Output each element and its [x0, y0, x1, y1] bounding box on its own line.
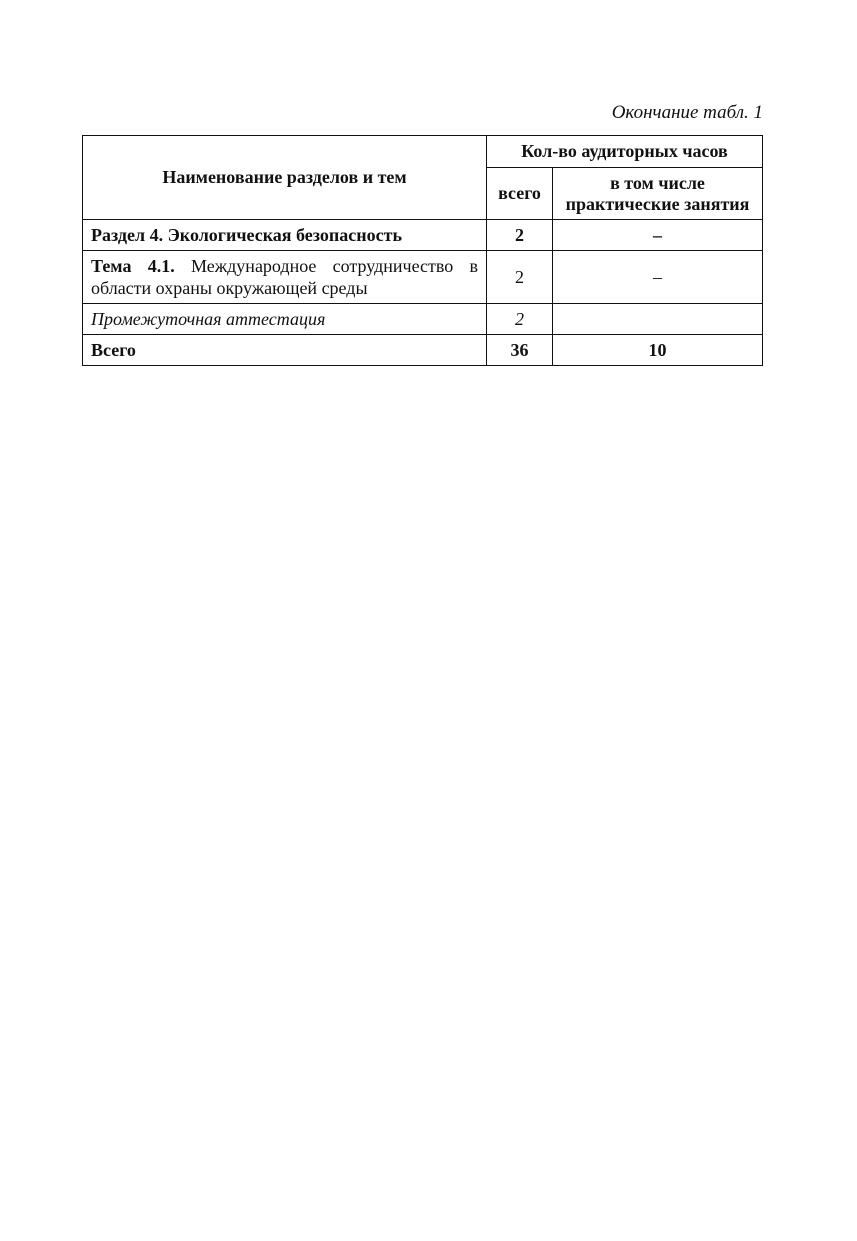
header-hours-group: Кол-во аудиторных часов	[487, 136, 763, 168]
table-header-row	[83, 136, 763, 168]
row-topic-total: 2	[487, 251, 553, 304]
row-attestation-total: 2	[487, 304, 553, 335]
header-practical-line1: в том числе	[610, 172, 705, 193]
row-total-total: 36	[487, 335, 553, 366]
row-topic-label	[83, 251, 487, 304]
row-section-practical: –	[553, 220, 763, 251]
row-topic-number: Тема 4.1.	[91, 256, 175, 276]
hours-table	[82, 135, 763, 366]
table-row-intermediate-attestation	[83, 304, 763, 335]
row-total-label: Всего	[83, 335, 487, 366]
table-row-total	[83, 335, 763, 366]
header-practical-line2: практические занятия	[565, 193, 750, 214]
row-total-practical: 10	[553, 335, 763, 366]
header-total-column: всего	[487, 168, 553, 220]
header-name-column: Наименование разделов и тем	[83, 136, 487, 220]
row-attestation-practical	[553, 304, 763, 335]
row-section-total: 2	[487, 220, 553, 251]
table-row-topic-4-1	[83, 251, 763, 304]
header-practical-column	[553, 168, 763, 220]
row-topic-practical: –	[553, 251, 763, 304]
row-attestation-label: Промежуточная аттестация	[83, 304, 487, 335]
table-row-section-4	[83, 220, 763, 251]
row-section-label: Раздел 4. Экологическая безопасность	[83, 220, 487, 251]
table-continuation-caption: Окончание табл. 1	[611, 102, 763, 123]
row-topic-title: Международное сотрудничество в области охраны окружающей среды	[91, 256, 479, 298]
